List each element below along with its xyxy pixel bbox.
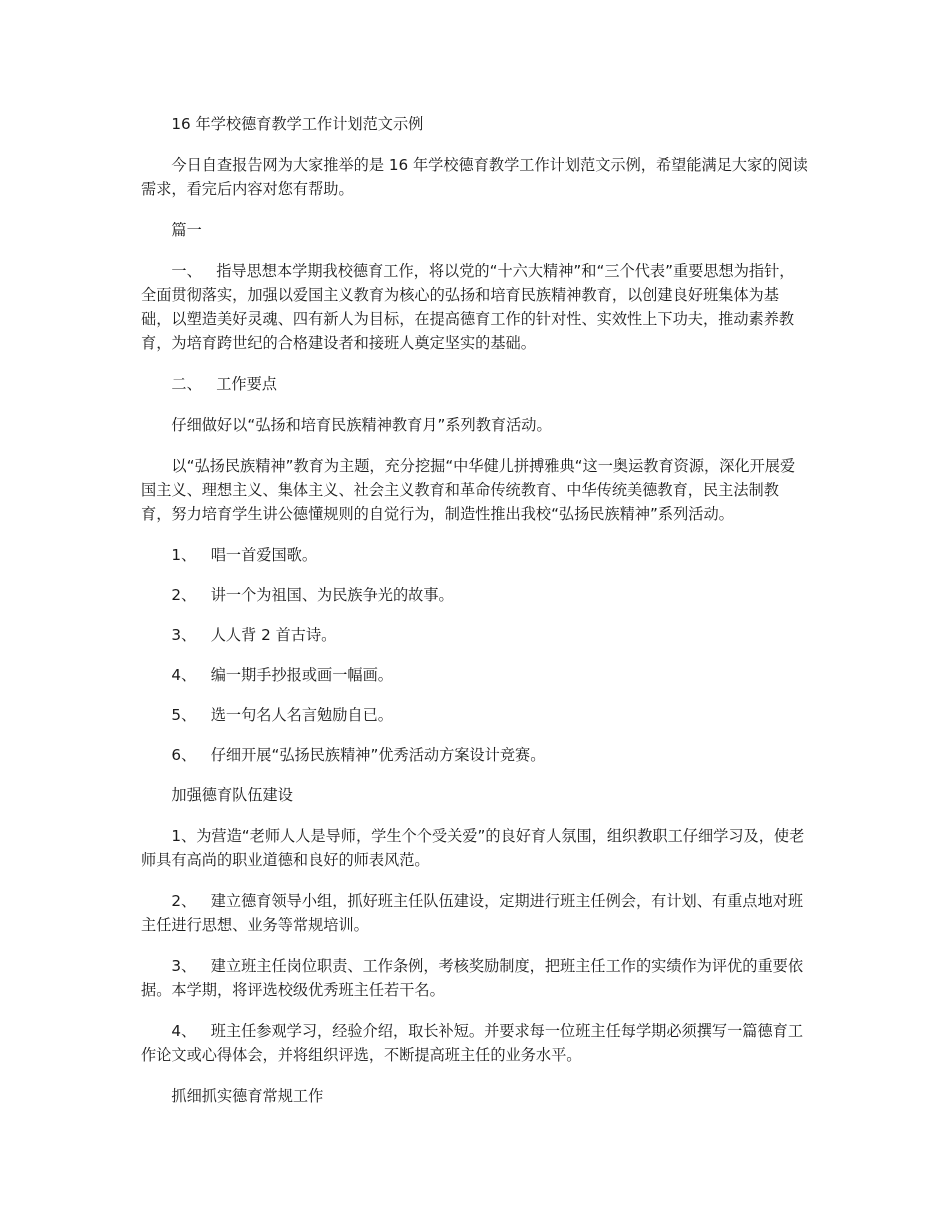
team-building-heading: 加强德育队伍建设 bbox=[171, 786, 293, 804]
team-item: 3、 建立班主任岗位职责、工作条例，考核奖励制度，把班主任工作的实绩作为评优的重要依据。本学期，将评选校级优秀班主任若干名。 bbox=[141, 957, 804, 999]
guiding-ideology-paragraph: 一、 指导思想本学期我校德育工作，将以党的“十六大精神”和“三个代表”重要思想为指针，全面贯彻落实，加强以爱国主义教育为核心的弘扬和培育民族精神教育，以创建良好班集体为基础，以塑造美好灵魂、四有新人为目标，在提高德育工作的针对性、实效性上下功夫，推动素养教育，为培育跨世纪的合格建设者和接班人奠定坚实的基础。 bbox=[141, 262, 795, 352]
team-item: 2、 建立德育领导小组，抓好班主任队伍建设，定期进行班主任例会，有计划、有重点地对班主任进行思想、业务等常规培训。 bbox=[141, 892, 804, 934]
activity-item: 3、 人人背 2 首古诗。 bbox=[171, 626, 337, 644]
national-spirit-paragraph: 以“弘扬民族精神”教育为主题，充分挖掘“中华健儿拼搏雅典“这一奥运教育资源，深化开展爱国主义、理想主义、集体主义、社会主义教育和革命传统教育、中华传统美德教育，民主法制教育，努力培育学生讲公德懂规则的自觉行为，制造性推出我校“弘扬民族精神”系列活动。 bbox=[141, 457, 796, 523]
document-body bbox=[141, 112, 809, 1125]
work-points-heading: 二、 工作要点 bbox=[171, 375, 277, 393]
education-month-paragraph: 仔细做好以“弘扬和培育民族精神教育月”系列教育活动。 bbox=[171, 416, 552, 434]
document-title: 16 年学校德育教学工作计划范文示例 bbox=[171, 115, 424, 133]
activity-item: 2、 讲一个为祖国、为民族争光的故事。 bbox=[171, 586, 454, 604]
activity-item: 4、 编一期手抄报或画一幅画。 bbox=[171, 666, 393, 684]
team-item: 4、 班主任参观学习，经验介绍，取长补短。并要求每一位班主任每学期必须撰写一篇德育工作论文或心得体会，并将组织评选，不断提高班主任的业务水平。 bbox=[141, 1022, 804, 1064]
routine-work-heading: 抓细抓实德育常规工作 bbox=[171, 1087, 324, 1105]
intro-paragraph: 今日自查报告网为大家推举的是 16 年学校德育教学工作计划范文示例，希望能满足大家的阅读需求，看完后内容对您有帮助。 bbox=[141, 156, 808, 198]
activity-item: 5、 选一句名人名言勉励自已。 bbox=[171, 706, 393, 724]
activity-item: 1、 唱一首爱国歌。 bbox=[171, 546, 318, 564]
team-item: 1、为营造“老师人人是导师，学生个个受关爱”的良好育人氛围，组织教职工仔细学习及，使老师具有高尚的职业道德和良好的师表风范。 bbox=[141, 827, 805, 869]
section-label: 篇一 bbox=[171, 221, 202, 239]
activity-item: 6、 仔细开展“弘扬民族精神”优秀活动方案设计竞赛。 bbox=[171, 746, 546, 764]
